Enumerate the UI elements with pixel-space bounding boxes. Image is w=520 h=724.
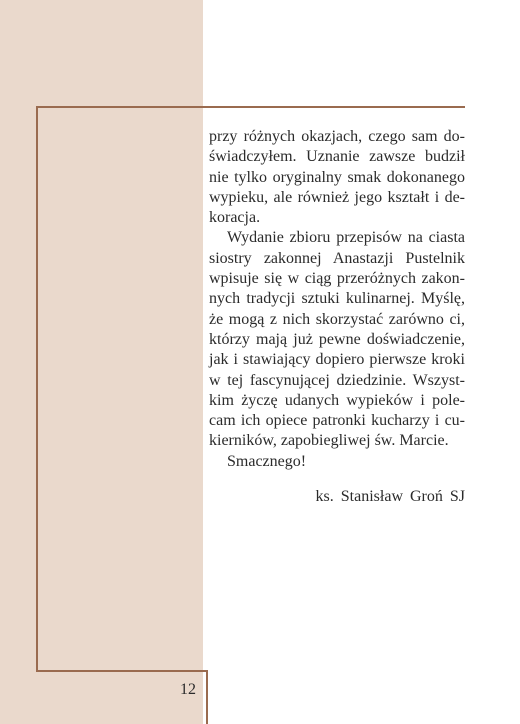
paragraph-3: Smacznego! [227,452,307,470]
paragraph-1: przy różnych okazjach, czego sam doświadczyłem. Uznanie zawsze budził nie tylko oryginalny smak dokonanego wypieku, ale również jego kształt i dekoracja. [209,128,465,227]
frame-left-line [36,106,38,672]
frame-bottom-line [36,670,208,672]
body-text [209,127,465,472]
side-color-panel [0,0,203,724]
page-number: 12 [180,681,196,698]
signature: ks. Stanisław Groń SJ [315,488,465,505]
paragraph-2: Wydanie zbioru przepisów na ciasta siostry zakonnej Anastazji Pustelnik wpisuje się w ciąg przeróżnych zakonnych tradycji sztuki kulinarnej. Myślę, że mogą z nich skorzystać zarówno ci, którzy mają już pewne doświadczenie, jak i stawiający dopiero pierwsze kroki w tej fascynującej dziedzinie. Wszystkim życzę udanych wypieków i polecam ich opiece patronki kucharzy i cukierników, zapobiegliwej św. Marcie. [209,229,465,450]
frame-top-line [36,106,465,108]
frame-right-line [206,670,208,724]
